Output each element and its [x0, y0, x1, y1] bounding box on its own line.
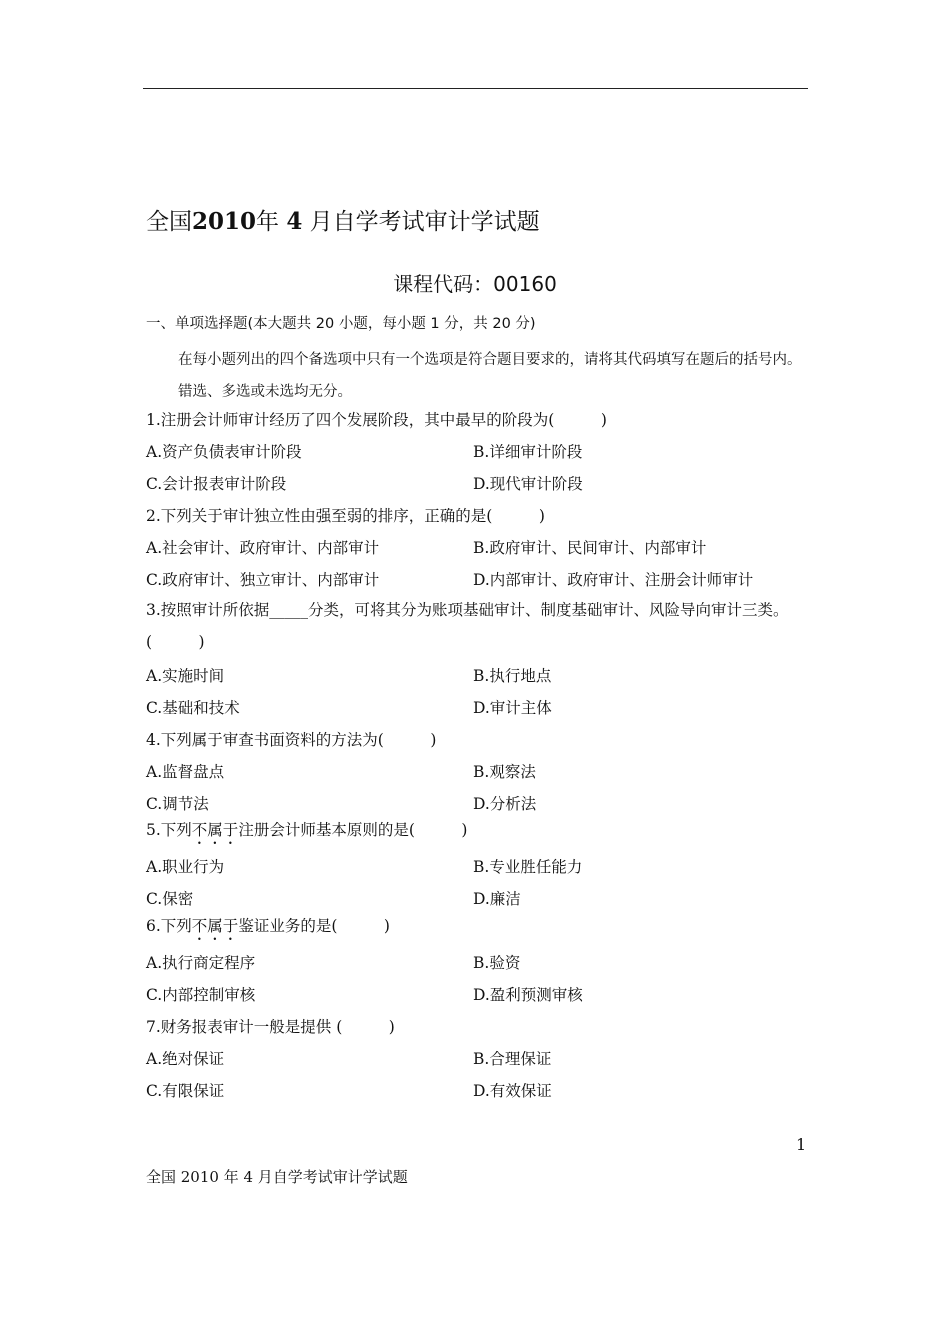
question-5-option-d: D.廉洁 — [473, 890, 521, 908]
question-2-option-d: D.内部审计、政府审计、注册会计师审计 — [473, 571, 754, 589]
title-month: 4 — [286, 208, 303, 235]
question-5-option-c: C.保密 — [146, 890, 194, 908]
question-7-stem: 7.财务报表审计一般是提供 ( ) — [146, 1018, 395, 1036]
running-footer: 全国 2010 年 4 月自学考试审计学试题 — [146, 1168, 408, 1186]
question-1-option-b: B.详细审计阶段 — [473, 443, 583, 461]
question-5-option-b: B.专业胜任能力 — [473, 858, 583, 876]
question-6-stem-start: 6.下列 — [146, 917, 192, 935]
question-4-option-b: B.观察法 — [473, 763, 536, 781]
title-year: 2010 — [192, 208, 257, 235]
question-6-emphasis: 不属于 — [191, 917, 239, 935]
question-1-option-a: A.资产负债表审计阶段 — [146, 443, 302, 461]
page-number: 1 — [796, 1135, 807, 1154]
question-7-option-a: A.绝对保证 — [146, 1050, 225, 1068]
question-7-option-c: C.有限保证 — [146, 1082, 225, 1100]
question-6-option-d: D.盈利预测审核 — [473, 986, 583, 1004]
section-instructions: 在每小题列出的四个备选项中只有一个选项是符合题目要求的，请将其代码填写在题后的括号内。错选、多选或未选均无分。 — [178, 352, 802, 400]
question-1-stem: 1.注册会计师审计经历了四个发展阶段，其中最早的阶段为( ) — [146, 411, 607, 429]
question-7-option-b: B.合理保证 — [473, 1050, 552, 1068]
question-4-option-c: C.调节法 — [146, 795, 209, 813]
question-6-stem — [146, 914, 390, 944]
question-4-option-d: D.分析法 — [473, 795, 537, 813]
question-5-emphasis: 不属于 — [191, 821, 239, 839]
question-2-option-b: B.政府审计、民间审计、内部审计 — [473, 539, 707, 557]
question-4-option-a: A.监督盘点 — [146, 763, 225, 781]
question-2-stem: 2.下列关于审计独立性由强至弱的排序，正确的是( ) — [146, 507, 545, 525]
question-1-option-d: D.现代审计阶段 — [473, 475, 583, 493]
question-3-option-c: C.基础和技术 — [146, 699, 240, 717]
question-3-stem: 3.按照审计所依据_____分类，可将其分为账项基础审计、制度基础审计、风险导向审计三类。( ) — [146, 601, 789, 651]
question-3-option-b: B.执行地点 — [473, 667, 552, 685]
question-2-option-c: C.政府审计、独立审计、内部审计 — [146, 571, 380, 589]
section-heading: 一、单项选择题(本大题共 20 小题，每小题 1 分，共 20 分) — [146, 316, 536, 332]
question-3-option-d: D.审计主体 — [473, 699, 552, 717]
question-6-stem-end: 鉴证业务的是( ) — [238, 917, 390, 935]
question-6-option-c: C.内部控制审核 — [146, 986, 256, 1004]
course-code: 课程代码：00160 — [393, 272, 557, 296]
title-prefix: 全国 — [146, 209, 192, 235]
question-5-option-a: A.职业行为 — [146, 858, 225, 876]
question-3-option-a: A.实施时间 — [146, 667, 225, 685]
question-6-option-a: A.执行商定程序 — [146, 954, 256, 972]
question-7-option-d: D.有效保证 — [473, 1082, 552, 1100]
question-5-stem — [146, 818, 467, 848]
question-2-option-a: A.社会审计、政府审计、内部审计 — [146, 539, 380, 557]
exam-title — [146, 203, 540, 236]
title-exam-type: 月自学考试 — [309, 209, 425, 235]
title-subject: 审计学试题 — [424, 209, 540, 235]
question-1-option-c: C.会计报表审计阶段 — [146, 475, 287, 493]
title-year-suffix: 年 — [256, 209, 280, 235]
question-6-option-b: B.验资 — [473, 954, 521, 972]
question-5-stem-start: 5.下列 — [146, 821, 192, 839]
header-rule — [143, 88, 808, 89]
question-4-stem: 4.下列属于审查书面资料的方法为( ) — [146, 731, 437, 749]
question-5-stem-end: 注册会计师基本原则的是( ) — [238, 821, 468, 839]
